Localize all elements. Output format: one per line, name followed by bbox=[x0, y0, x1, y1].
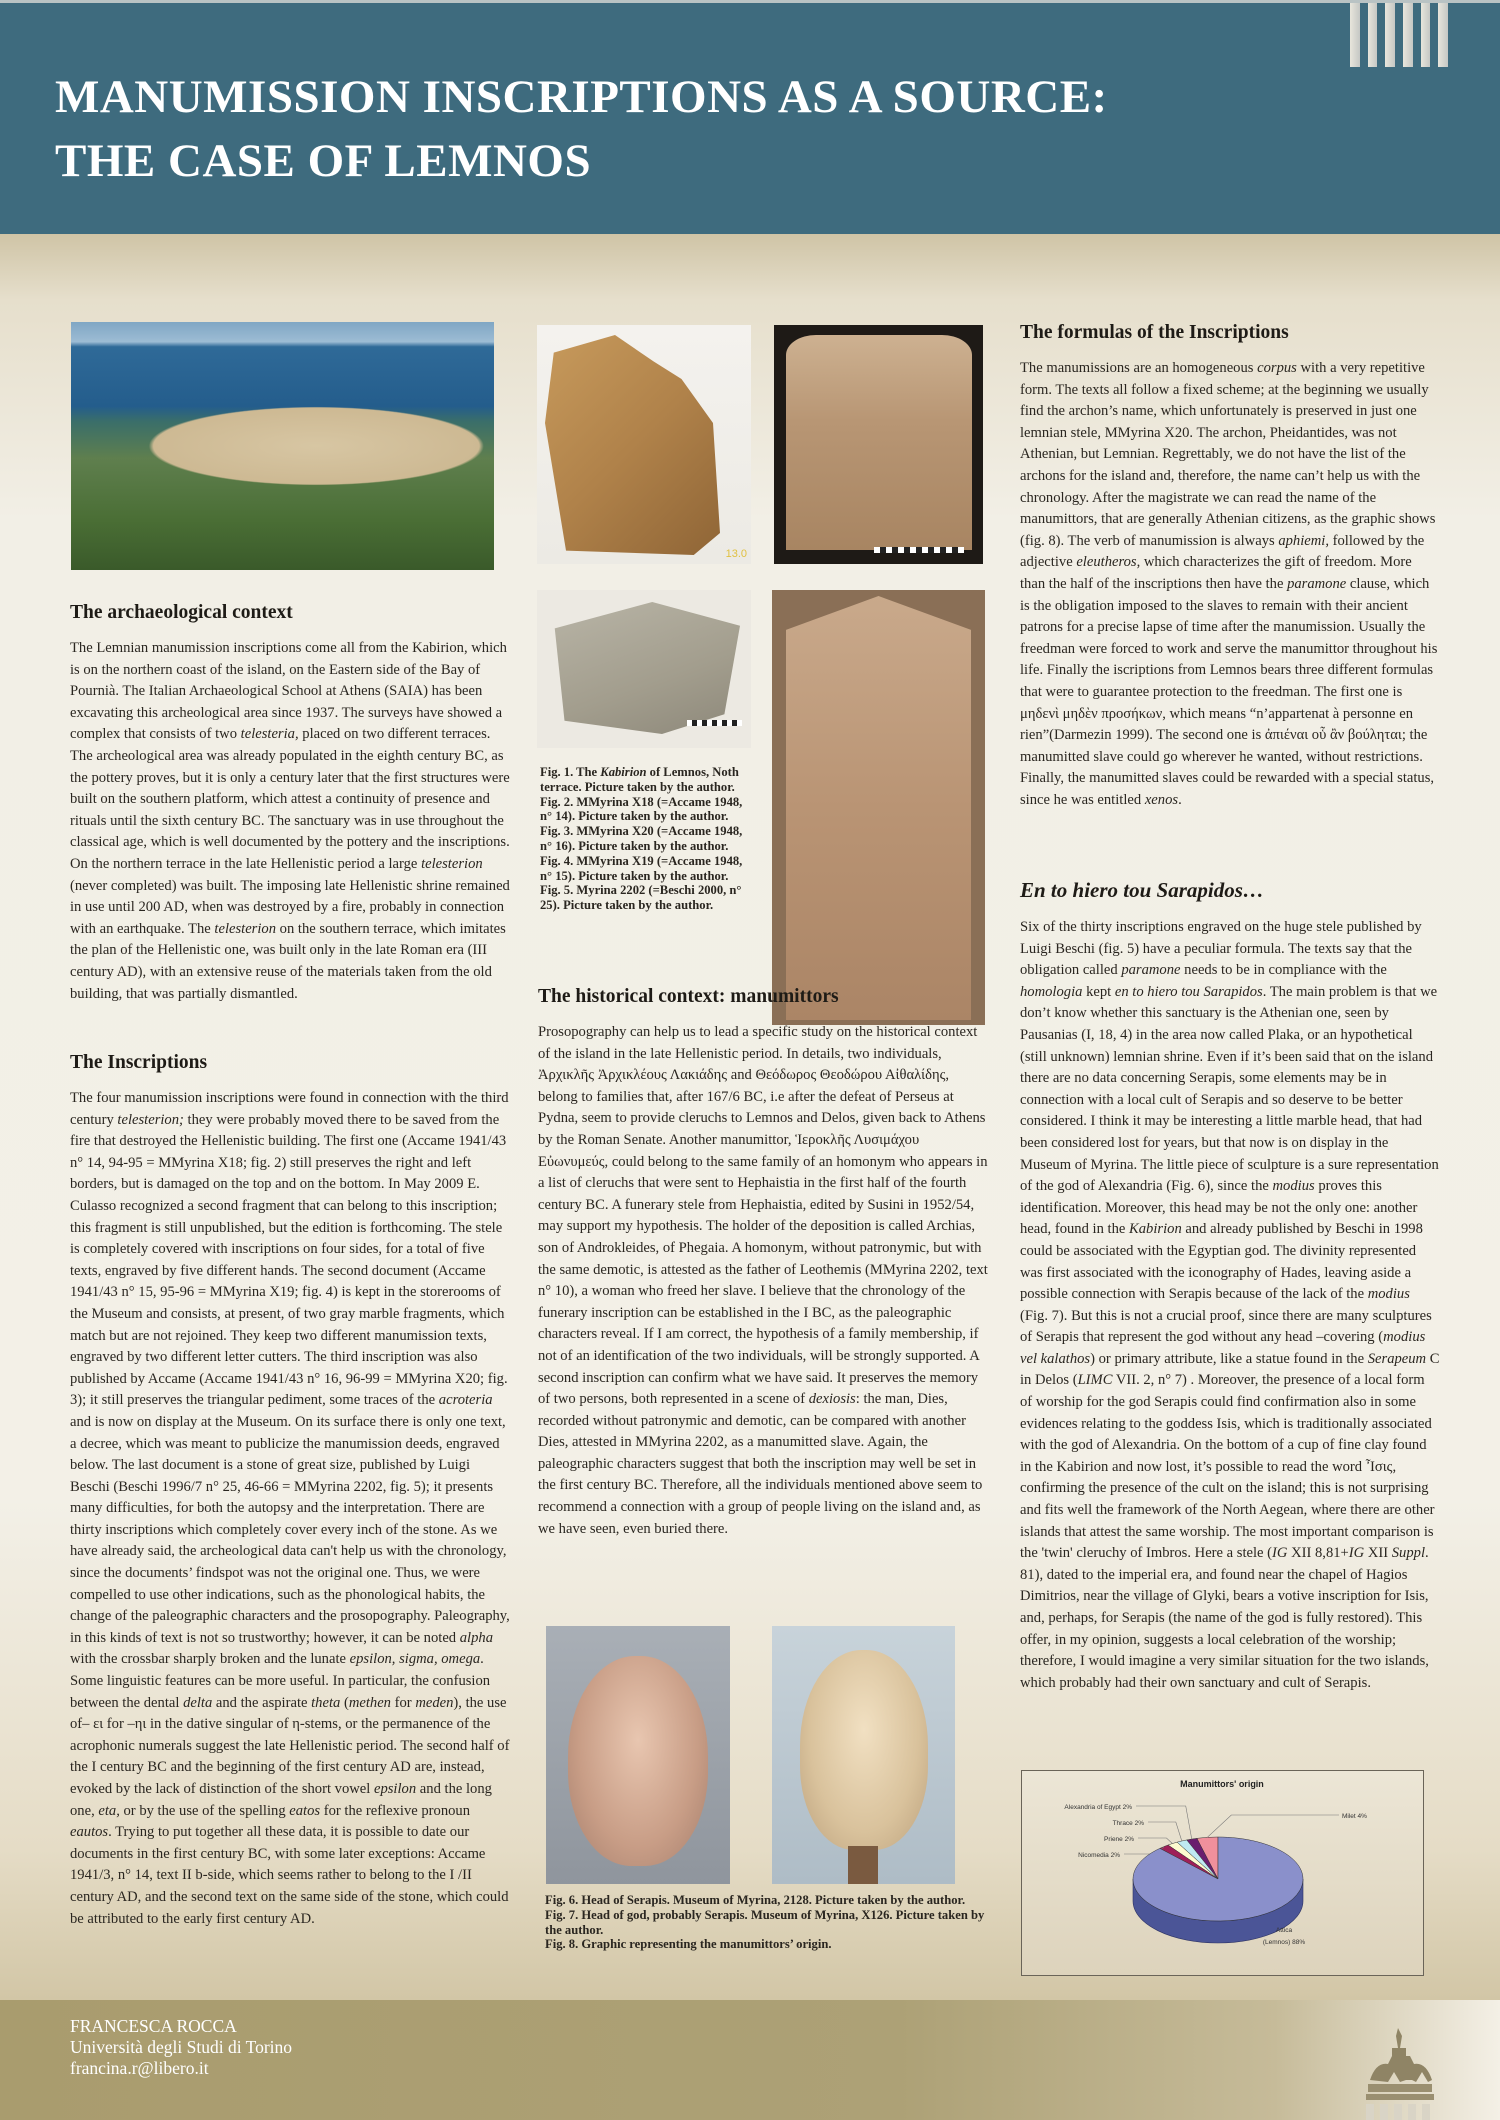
italic-term: alpha bbox=[459, 1629, 493, 1646]
italic-term: telesterion bbox=[421, 855, 483, 872]
italic-term: LIMC bbox=[1077, 1372, 1113, 1389]
section-historical bbox=[538, 986, 990, 1540]
italic-term: dexiosis bbox=[808, 1391, 856, 1408]
leader-line bbox=[1138, 1838, 1172, 1844]
section-body: Six of the thirty inscriptions engraved on the huge stele published by Luigi Beschi (fig. 5) have a peculiar formula. The texts say that the obligation called paramone needs to be in compliance with the homologia kept en to hiero tou Sarapidos. The main problem is that we don’t know whether this sanctuary is the Athenian one, seen by Pausanias (I, 18, 4) in the area now called Plaka, or an hypothetical (still unknown) lemnian shrine. Even if it’s been said that on the island there are no data concerning Serapis, some elements may be in connection with a local cult of Serapis and so deserve to be better considered. I think it may be interesting a little marble head, that had been considered lost for years, but that now is on display in the Museum of Myrina. The little piece of sculpture is a sure representation of the god of Alexandria (Fig. 6), since the modius proves this identification. Moreover, this head may be not the only one: another head, found in the Kabirion and already published by Beschi in 1998 could be associated with the Egyptian god. The divinity represented was first associated with the iconography of Hades, leaving aside a possible connection with Serapis because of the lack of the modius (Fig. 7). But this is not a crucial proof, since there are many sculptures of Serapis that represent the god without any head –covering (modius vel kalathos) or primary attribute, like a statue found in the Serapeum C in Delos (LIMC VII. 2, n° 7) . Moreover, the presence of a local form of worship for the god Serapis could find confirmation also in some evidences relating to the goddess Isis, which is traditionally associated with the god of Alexandria. On the bottom of a cup of fine clay found in the Kabirion and now lost, it’s possible to read the word Ἶσις, confirming the presence of the cult on the island; this is not surprising and fits well the framework of the North Aegean, where there are other islands that attest the same worship. The most important comparison is the 'twin' cleruchy of Imbros. Here a stele (IG XII 8,81+IG XII Suppl. 81), dated to the imperial era, and found near the chapel of Hagios Dimitrios, near the village of Glyki, bears a votive inscription for Isis, and, perhaps, for Serapis (the name of the god is fully restored). This offer, in my opinion, suggests a local celebration of the worship; therefore, I would imagine a very similar situation for the two islands, which probably had their own sanctuary and cult of Serapis. bbox=[1020, 919, 1440, 1691]
section-body: The four manumission inscriptions were found in connection with the third century telesterion; they were probably moved there to be saved from the fire that destroyed the Hellenistic building. The first one (Accame 1941/43 n° 14, 94-95 = MMyrina X18; fig. 2) still preserves the right and left borders, but is damaged on the top and on the bottom. In May 2009 E. Culasso recognized a second fragment that can belong to this inscription; this fragment is still unpublished, but the edition is forthcoming. The stele is completely covered with inscriptions on four sides, for a total of five texts, engraved by five different hands. The second document (Accame 1941/43 n° 15, 95-96 = MMyrina X19; fig. 4) is kept in the storerooms of the Museum and consists, at present, of two gray marble fragments, which match but are not rejoined. They keep two different manumission texts, engraved by two different letter cutters. The third inscription was also published by Accame (Accame 1941/43 n° 16, 96-99 = MMyrina X20; fig. 3); it still preserves the triangular pediment, some traces of the acroteria and is now on display at the Museum. On its surface there is only one text, a decree, which was meant to publicize the manumission deeds, engraved below. The last document is a stone of great size, published by Luigi Beschi (Beschi 1996/7 n° 25, 46-66 = MMyrina 2202, fig. 5); it presents many difficulties, for both the autopsy and the interpretation. There are thirty inscriptions which completely cover every inch of the stone. As we have already said, the archeological data can't help us with the chronology, since the documents’ findspot was not the original one. Thus, we were compelled to use other indications, such as the phonological habits, the change of the paleographic characters and the prosopography. Paleography, in this kinds of text is not so trustworthy; however, it can be noted alpha with the crossbar sharply broken and the lunate epsilon, sigma, omega. Some linguistic features can be more useful. In particular, the confusion between the dental delta and the aspirate theta (methen for meden), the use of– ει for –ηι in the dative singular of η-stems, or the permanence of the acrophonic numerals suggest the late Hellenistic period. The second half of the I century BC and the beginning of the first century AD are, instead, evoked by the lack of distinction of the short vowel epsilon and the long one, eta, or by the use of the spelling eatos for the reflexive pronoun eautos. Trying to put together all these data, it is possible to date our documents in the first century BC, with some later exceptions: Accame 1941/3, n° 14, text II b-side, which seems rather to belong to the I /II century AD, and the second text on the same side of the stone, which could be attributed to the early first century AD. bbox=[70, 1090, 510, 1927]
pie-slice-attica-lemnos- bbox=[1133, 1837, 1303, 1921]
manumittors-origin-chart bbox=[1021, 1770, 1424, 1976]
decorative-stripes bbox=[1350, 3, 1448, 67]
italic-term: epsilon, sigma, omega bbox=[349, 1651, 481, 1668]
figure-captions-1 bbox=[540, 765, 750, 913]
italic-term: modius bbox=[1272, 1178, 1315, 1195]
italic-term: paramone bbox=[1121, 962, 1181, 979]
italic-term: en to hiero tou Sarapidos bbox=[1114, 983, 1263, 1000]
italic-term: epsilon bbox=[373, 1781, 417, 1797]
section-body: The Lemnian manumission inscriptions come all from the Kabirion, which is on the northern coast of the island, on the Eastern side of the Bay of Pournià. The Italian Archaeological School at Athens (SAIA) has been excavating this archeological area since 1937. The surveys have showed a complex that consists of two telesteria, placed on two different terraces. The archeological area was already populated in the eighth century BC, as the pottery proves, but it is only a century later that the first structures were built on the southern platform, which attest a continuity of presence and rituals until the sixth century BC. The sanctuary was in use throughout the classical age, which is well documented by the pottery and the inscriptions. On the northern terrace in the late Hellenistic period a large telesterion (never completed) was built. The imposing late Hellenistic shrine remained in use until 200 AD, when was destroyed by a fire, probably in connection with an earthquake. The telesterion on the southern terrace, which imitates the plan of the Hellenistic one, was built only in the late Roman era (III century AD), with an extensive reuse of the materials taken from the old building, that was partially dismantled. bbox=[70, 640, 510, 1002]
italic-term: Suppl bbox=[1391, 1545, 1425, 1562]
fig5-stele-2202-photo bbox=[772, 590, 985, 1025]
italic-term: methen bbox=[348, 1694, 391, 1711]
section-heading: En to hiero tou Sarapidos… bbox=[1020, 878, 1264, 902]
slice-label: Thrace 2% bbox=[1112, 1820, 1144, 1827]
section-body: Prosopography can help us to lead a specific study on the historical context of the island in the late Hellenistic period. In details, two individuals, Ἀρχικλῆς Ἀρχικλέους Λακιάδης and Θεόδωρος Θεοδώρου Αἰθαλίδης, belong to families that, after 167/6 BC, i.e after the defeat of Perseus at Pydna, seem to provide cleruchs to Lemnos and Delos, given back to Athens by the Roman Senate. Another manumittor, Ἱεροκλῆς Λυσιμάχου Εὐωνυμεύς, could belong to the same family of an homonym who appears in a list of cleruchs that were sent to Hephaistia in the first half of the fourth century BC. A funerary stele from Hephaistia, edited by Susini in 1952/54, may support my hypothesis. The holder of the deposition is called Archias, son of Androkleides, of Phegaia. A homonym, without patronymic, but with the same demotic, is attested as the father of Leothemis (MMyrina 2202, text n° 10), a woman who freed her slave. I believe that the chronology of the funerary inscription can be established in the I BC, as the paleographic characters reveal. If I am correct, the hypothesis of a family membership, if not of an identification of the two individuals, will be strongly supported. A second inscription can confirm what we have said. It preserves the memory of two persons, both represented in a scene of dexiosis: the man, Dies, recorded without patronymic and demotic, can be compared with another Dies, attested in MMyrina 2202, as a manumitted slave. Again, the paleographic characters suggest that both the inscription may well be set in the first century BC. Therefore, all the individuals mentioned above seem to recommend a connection with a group of people living on the island and, as we have seen, even buried there. bbox=[538, 1024, 988, 1537]
section-archaeological bbox=[70, 602, 510, 1005]
photo-scale-label: 13.0 bbox=[725, 548, 747, 560]
italic-term: eautos bbox=[70, 1824, 109, 1841]
italic-term: meden bbox=[415, 1694, 454, 1711]
italic-term: acroteria bbox=[438, 1392, 493, 1409]
figure-captions-2 bbox=[545, 1893, 985, 1952]
section-heading: The historical context: manumittors bbox=[538, 986, 839, 1007]
italic-term: paramone bbox=[1287, 575, 1347, 592]
fig4-inscription-x19-photo bbox=[537, 590, 751, 748]
pie-chart-svg bbox=[1022, 1771, 1422, 1974]
slice-label: Nicomedia 2% bbox=[1078, 1852, 1120, 1859]
slice-label: Milet 4% bbox=[1342, 1813, 1367, 1820]
italic-term: homologia bbox=[1020, 983, 1083, 1000]
fig6-serapis-head-photo bbox=[546, 1626, 730, 1884]
fig7-god-head-photo bbox=[772, 1626, 955, 1884]
italic-term: theta bbox=[311, 1694, 341, 1711]
figure-caption: Fig. 3. MMyrina X20 (=Accame 1948, n° 16). Picture taken by the author. bbox=[540, 824, 743, 853]
poster-footer bbox=[0, 2000, 1500, 2120]
italic-term: xenos bbox=[1144, 791, 1179, 808]
italic-term: Kabirion bbox=[600, 765, 647, 779]
slice-label: Attica bbox=[1275, 1927, 1293, 1934]
author-info bbox=[70, 2016, 292, 2079]
author-email: francina.r@libero.it bbox=[70, 2058, 209, 2078]
author-name: FRANCESCA ROCCA bbox=[70, 2016, 237, 2036]
italic-term: telesterion; bbox=[117, 1111, 184, 1128]
italic-term: eleutheros bbox=[1076, 554, 1137, 571]
section-body: The manumissions are an homogeneous corpus with a very repetitive form. The texts all follow a fixed scheme; at the beginning we usually find the archon’s name, which unfortunately is preserved in just one lemnian stele, MMyrina X20. The archon, Pheidantides, was not Athenian, but Lemnian. Regrettably, we do not have the list of the archons for the island and, therefore, the name can’t help us with the chronology. After the magistrate we can read the name of the manumittors, that are generally Athenian citizens, as the graphic shows (fig. 8). The verb of manumission is always aphiemi, followed by the adjective eleutheros, which characterizes the gift of freedom. More than the half of the inscriptions then have the paramone clause, which is the obligation imposed to the slaves to remain with their ancient patrons for a precise lapse of time after the manumission. Usually the freedman were forced to work and serve the manumittor throughout his life. Finally the iscriptions from Lemnos bears three different formulas that were to guarantee protection to the freedman. The first one is μηδενὶ μηδὲν προσήκων, which means “n’appartenat à personne en rien”(Darmezin 1999). The second one is ἀπιέναι οὗ ἂν βούληται; the manumitted slave could go wherever he wanted, without restrictions. Finally, the manumitted slaves could be rewarded with a special status, since he was entitled xenos. bbox=[1020, 360, 1438, 808]
section-formulas bbox=[1020, 322, 1440, 811]
italic-term: delta bbox=[183, 1694, 213, 1711]
leader-line bbox=[1136, 1806, 1192, 1839]
italic-term: eta, bbox=[98, 1802, 120, 1819]
slice-label: (Lemnos) 88% bbox=[1262, 1939, 1306, 1946]
chart-title: Manumittors' origin bbox=[1180, 1779, 1264, 1789]
italic-term: corpus bbox=[1257, 360, 1297, 376]
figure-caption: Fig. 5. Myrina 2202 (=Beschi 2000, n° 25). Picture taken by the author. bbox=[540, 883, 742, 913]
author-affiliation: Università degli Studi di Torino bbox=[70, 2037, 293, 2057]
italic-term: modius vel kalathos bbox=[1020, 1329, 1426, 1367]
section-heading: The Inscriptions bbox=[70, 1052, 208, 1073]
italic-term: IG bbox=[1348, 1545, 1365, 1562]
italic-term: aphiemi, bbox=[1278, 532, 1329, 549]
poster-title: MANUMISSION INSCRIPTIONS AS A SOURCE: THE CASE OF LEMNOS bbox=[55, 71, 1108, 187]
figure-caption: Fig. 7. Head of god, probably Serapis. Museum of Myrina, X126. Picture taken by the author. bbox=[545, 1907, 985, 1937]
italic-term: Kabirion bbox=[1129, 1221, 1182, 1238]
italic-term: telesterion bbox=[214, 920, 277, 937]
section-inscriptions bbox=[70, 1052, 510, 1930]
fig1-kabirion-photo bbox=[71, 322, 494, 570]
poster-header bbox=[0, 0, 1500, 234]
italic-term: modius bbox=[1367, 1286, 1410, 1303]
leader-line bbox=[1207, 1815, 1339, 1837]
fig2-inscription-x18-photo bbox=[537, 325, 751, 564]
figure-caption: Fig. 6. Head of Serapis. Museum of Myrina, 2128. Picture taken by the author. bbox=[545, 1893, 966, 1907]
italic-term: IG bbox=[1272, 1545, 1288, 1562]
slice-label: Alexandria of Egypt 2% bbox=[1064, 1804, 1132, 1811]
italic-term: eatos bbox=[289, 1802, 321, 1819]
section-sarapidos bbox=[1020, 878, 1440, 1694]
figure-caption: Fig. 4. MMyrina X19 (=Accame 1948, n° 15). Picture taken by the author. bbox=[540, 853, 743, 883]
fig3-inscription-x20-photo bbox=[774, 325, 983, 564]
section-heading: The archaeological context bbox=[70, 602, 293, 623]
italic-term: telesteria, bbox=[240, 726, 299, 743]
figure-caption: Fig. 8. Graphic representing the manumittors’ origin. bbox=[545, 1937, 832, 1952]
section-heading: The formulas of the Inscriptions bbox=[1020, 322, 1289, 343]
university-logo-icon bbox=[1350, 2020, 1450, 2120]
italic-term: Serapeum bbox=[1367, 1350, 1427, 1367]
figure-caption: Fig. 1. The Kabirion of Lemnos, Noth terrace. Picture taken by the author. bbox=[540, 765, 739, 794]
figure-caption: Fig. 2. MMyrina X18 (=Accame 1948, n° 14). Picture taken by the author. bbox=[540, 794, 743, 824]
slice-label: Priene 2% bbox=[1104, 1836, 1134, 1843]
